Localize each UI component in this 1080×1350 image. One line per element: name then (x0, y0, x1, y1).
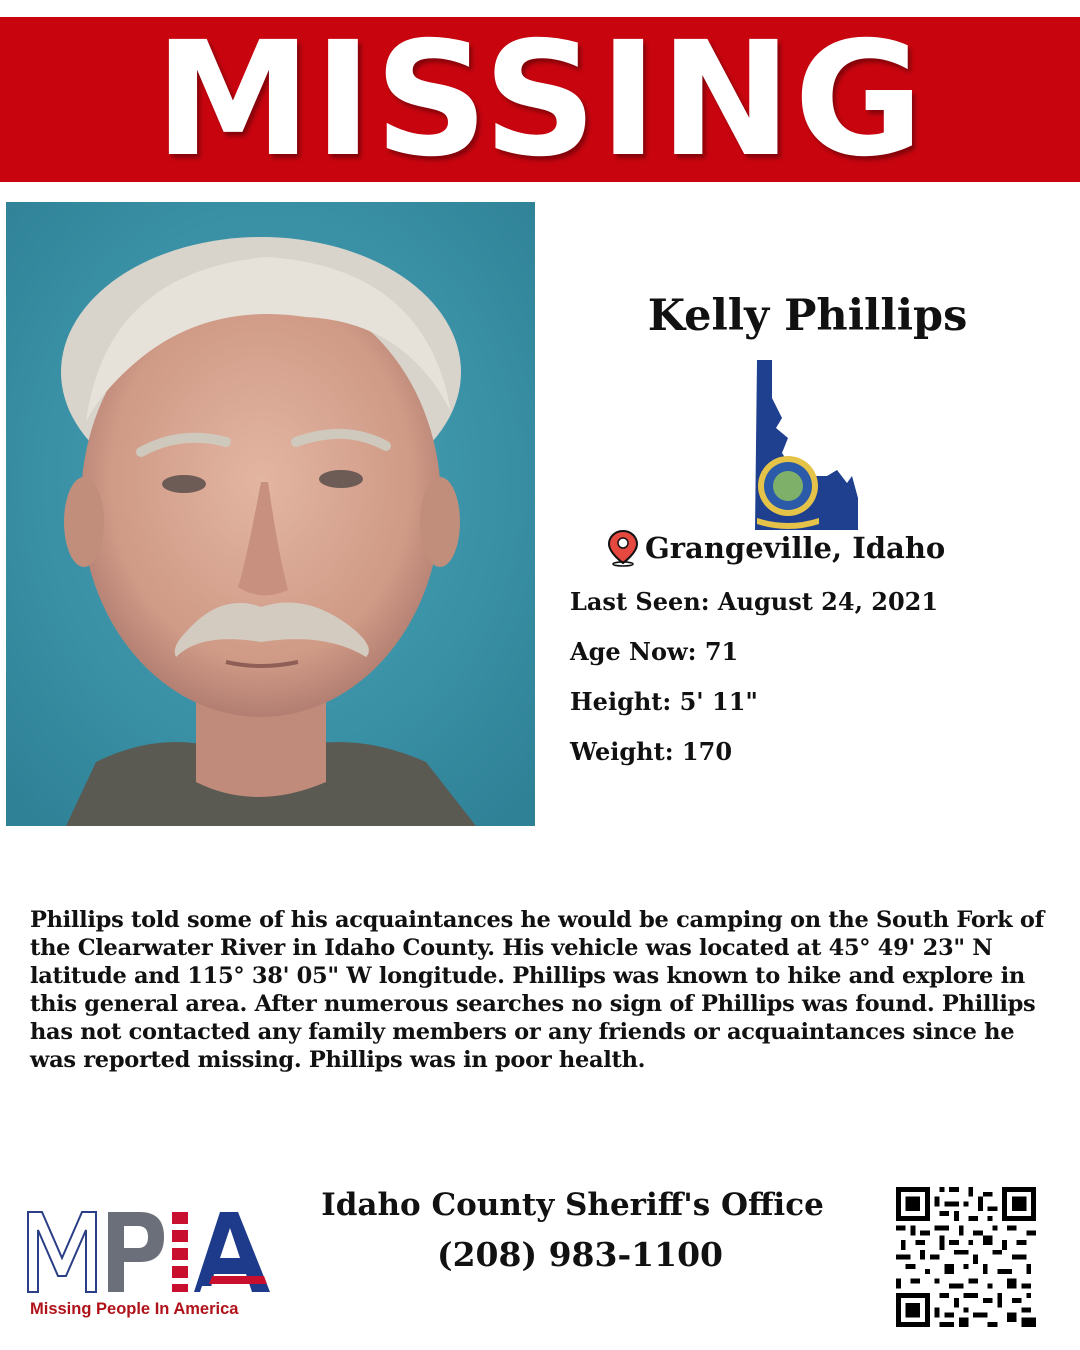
stat-value: 71 (704, 637, 739, 666)
person-name: Kelly Phillips (647, 291, 968, 341)
stat-label: Age Now: (570, 637, 697, 666)
idaho-state-map (752, 358, 862, 533)
map-pin-icon (605, 529, 641, 567)
stat-value: 5' 11" (679, 687, 758, 716)
portrait-illustration (6, 202, 535, 826)
stat-label: Last Seen: (570, 587, 710, 616)
qr-code[interactable] (896, 1187, 1036, 1327)
stat-last-seen (570, 587, 939, 616)
case-description: Phillips told some of his acquaintances he would be camping on the South Fork of the Clearwater River in Idaho County. His vehicle was located at 45° 49' 23" N latitude and 115° 38' 05" W longitude. Phillips was known to hike and explore in this general area. After numerous searches no sign of Phillips was found. Phillips has not contacted any family members or any friends or acquaintances since he was reported missing. Phillips was in poor health. (30, 907, 1045, 1073)
location-text: Grangeville, Idaho (645, 531, 946, 565)
stat-age-now (570, 637, 739, 666)
stat-label: Height: (570, 687, 672, 716)
person-photo (6, 202, 535, 826)
stat-label: Weight: (570, 737, 674, 766)
agency-name: Idaho County Sheriff's Office (321, 1187, 824, 1223)
stat-height (570, 687, 758, 716)
missing-banner (0, 7, 1080, 192)
location-line (605, 528, 945, 568)
agency-phone: (208) 983-1100 (436, 1235, 724, 1274)
logo-tagline: Missing People In America (30, 1300, 239, 1318)
stat-weight (570, 737, 733, 766)
banner-title: MISSING (154, 7, 926, 192)
stat-value: 170 (681, 737, 733, 766)
stat-value: August 24, 2021 (717, 587, 939, 616)
